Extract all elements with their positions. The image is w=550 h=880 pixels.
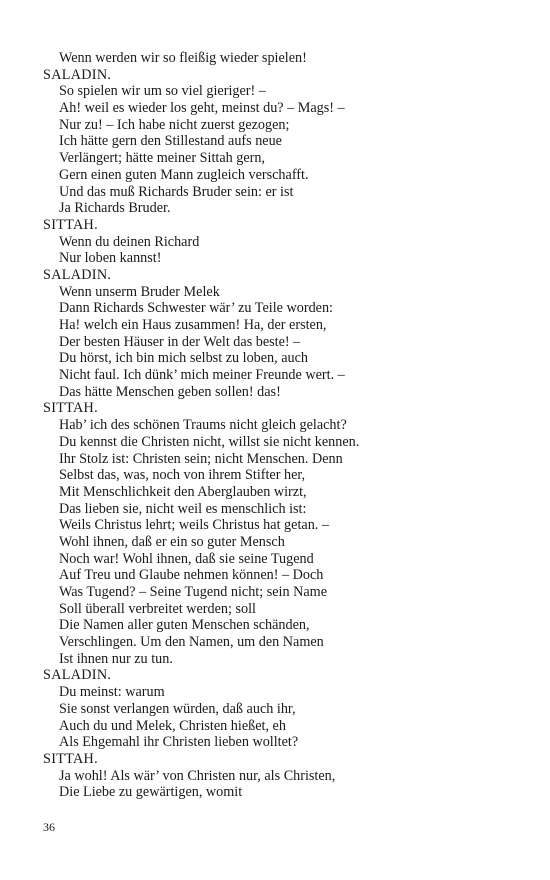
verse-line: Du meinst: warum [59,684,165,701]
verse-line: Weils Christus lehrt; weils Christus hat getan. – [59,517,329,534]
verse-line: Verlängert; hätte meiner Sittah gern, [59,150,266,167]
verse-line: Ha! welch ein Haus zusammen! Ha, der ersten, [59,317,327,333]
page-number: 36 [43,820,55,834]
verse-line: Selbst das, was, noch von ihrem Stifter her, [59,467,306,484]
verse-line: Wohl ihnen, daß er ein so guter Mensch [59,533,285,550]
verse-line: Was Tugend? – Seine Tugend nicht; sein Name [59,584,328,600]
verse-line: Ich hätte gern den Stillestand aufs neue [59,133,282,150]
verse-line: Und das muß Richards Bruder sein: er ist [59,183,294,200]
verse-line: Der besten Häuser in der Welt das beste! – [59,333,301,350]
verse-line: Du hörst, ich bin mich selbst zu loben, auch [59,350,309,367]
speaker-name: SALADIN. [43,266,112,283]
speaker-name: SITTAH. [43,216,98,233]
verse-line: Verschlingen. Um den Namen, um den Namen [59,634,324,651]
verse-line: Auf Treu und Glaube nehmen können! – Doch [59,567,324,584]
verse-line: Du kennst die Christen nicht, willst sie nicht kennen. [59,433,360,450]
verse-line: Ah! weil es wieder los geht, meinst du? – Mags! – [59,100,345,117]
verse-line: Nur zu! – Ich habe nicht zuerst gezogen; [59,116,290,133]
play-text [43,50,523,801]
verse-line: Hab’ ich des schönen Traums nicht gleich gelacht? [59,417,347,434]
speaker-name: SITTAH. [43,400,98,417]
verse-line: Ja wohl! Als wär’ von Christen nur, als Christen, [59,767,336,784]
verse-line: Ist ihnen nur zu tun. [59,650,173,667]
speaker-name: SALADIN. [43,66,112,83]
speaker-name: SITTAH. [43,750,98,767]
verse-line: Sie sonst verlangen würden, daß auch ihr, [59,700,296,717]
verse-line: Wenn werden wir so fleißig wieder spielen! [59,50,307,66]
verse-line: Als Ehgemahl ihr Christen lieben wolltet? [59,734,299,751]
verse-line: Soll überall verbreitet werden; soll [59,600,256,617]
verse-line: Gern einen guten Mann zugleich verschafft. [59,166,309,183]
verse-line: Noch war! Wohl ihnen, daß sie seine Tugend [59,550,314,567]
verse-line: Dann Richards Schwester wär’ zu Teile worden: [59,300,333,317]
verse-line: Die Namen aller guten Menschen schänden, [59,617,310,634]
verse-line: Die Liebe zu gewärtigen, womit [59,784,243,801]
verse-line: Das hätte Menschen geben sollen! das! [59,383,281,400]
verse-line: Nur loben kannst! [59,250,162,267]
verse-line: Wenn du deinen Richard [59,233,200,250]
verse-line: Ihr Stolz ist: Christen sein; nicht Menschen. Denn [59,450,343,467]
verse-line: Auch du und Melek, Christen hießet, eh [59,717,286,734]
verse-line: Ja Richards Bruder. [59,200,171,217]
verse-line: Nicht faul. Ich dünk’ mich meiner Freunde wert. – [59,367,345,384]
verse-line: So spielen wir um so viel gieriger! – [59,83,266,100]
verse-line: Wenn unserm Bruder Melek [59,283,220,300]
speaker-name: SALADIN. [43,667,112,684]
verse-line: Das lieben sie, nicht weil es menschlich ist: [59,500,307,517]
verse-line: Mit Menschlichkeit den Aberglauben wirzt, [59,483,307,500]
